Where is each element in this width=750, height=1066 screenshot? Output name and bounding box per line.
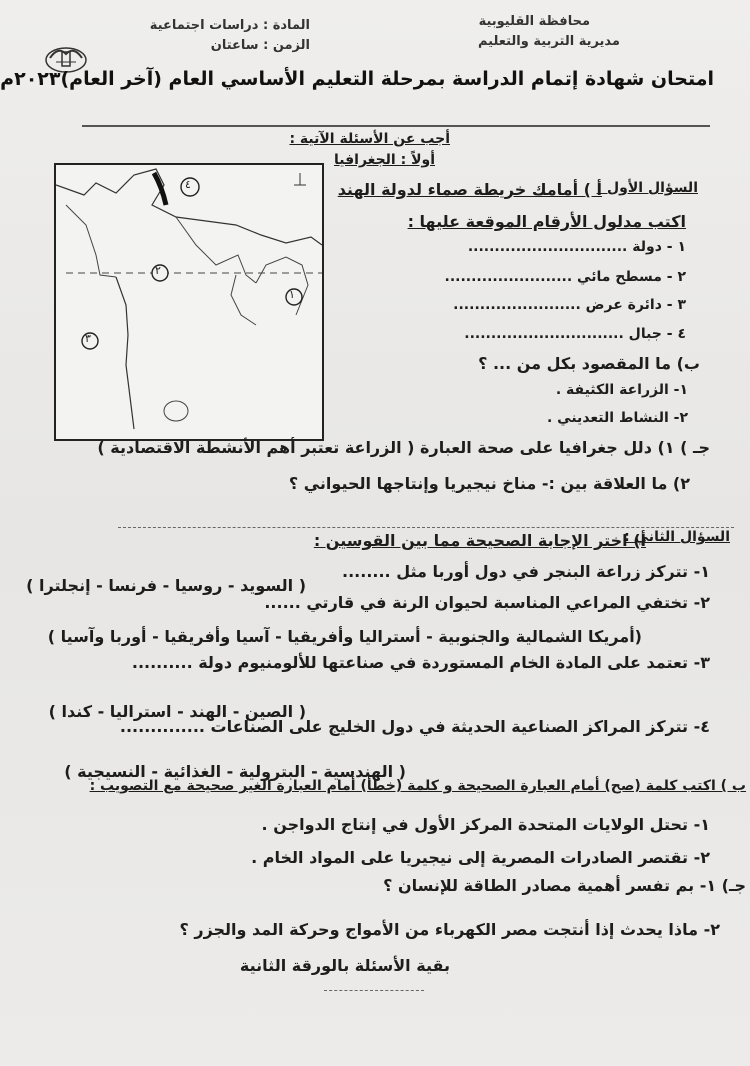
continued-note: بقية الأسئلة بالورقة الثانية	[239, 956, 450, 975]
directorate: مديرية التربية والتعليم	[477, 34, 620, 49]
q1-a-text: أ ) أمامك خريطة صماء لدولة الهند	[337, 180, 602, 199]
q1-b-item-2: ٢- النشاط التعديني .	[546, 410, 688, 426]
q1-item-3: ٣ - دائرة عرض ........................	[453, 297, 686, 313]
q1-c2: ٢) ما العلاقة بين :- مناخ نيجيريا وإنتاجها الحيواني ؟	[288, 474, 690, 493]
map-label-3: ٣	[85, 332, 91, 345]
header-divider	[82, 125, 710, 127]
q1-a-sub: اكتب مدلول الأرقام الموقعة عليها :	[407, 212, 686, 231]
india-blank-map	[54, 163, 324, 441]
q2-item-4: ٤- تتركز المراكز الصناعية الحديثة في دول الخليج على الصناعات ..............	[119, 717, 710, 736]
q2-item-3-options: ( الصين - الهند - استراليا - كندا )	[48, 702, 306, 721]
map-label-1: ١	[289, 288, 295, 301]
q2-label: السؤال الثاني :	[624, 529, 730, 545]
q1-item-4: ٤ - جبال ..............................	[464, 326, 686, 342]
q1-c1: جـ ) ١) دلل جغرافيا على صحة العبارة ( الزراعة تعتبر أهم الأنشطة الاقتصادية )	[97, 438, 710, 457]
q2-b-item-2: ٢- تقتصر الصادرات المصرية إلى نيجيريا على المواد الخام .	[251, 848, 710, 867]
q1-b-item-1: ١- الزراعة الكثيفة .	[555, 382, 688, 398]
q2-item-4-options: ( الهندسية - البترولية - الغذائية - النسيجية )	[64, 762, 406, 781]
q2-item-2-options: (أمريكا الشمالية والجنوبية - أستراليا وأفريقيا - آسيا وأفريقيا - أوربا وآسيا )	[47, 627, 642, 646]
q2-b-text: ب ) اكتب كلمة (صح) أمام العبارة الصحيحة و كلمة (خطأ) أمام العبارة الغير صحيحة مع التصويب :	[89, 778, 746, 794]
q2-c1: جـ) ١- بم تفسر أهمية مصادر الطاقة للإنسان ؟	[383, 876, 746, 895]
q2-item-1-options: ( السويد - روسيا - فرنسا - إنجلترا )	[26, 576, 306, 595]
governorate: محافظة القليوبية	[478, 14, 590, 29]
q2-b-item-1: ١- تحتل الولايات المتحدة المركز الأول في إنتاج الدواجن .	[261, 815, 710, 834]
map-label-2: ٢	[155, 264, 161, 277]
exam-title: امتحان شهادة إتمام الدراسة بمرحلة التعليم الأساسي العام (آخر العام)٢٠٢٣م	[0, 68, 714, 90]
q2-item-3: ٣- تعتمد على المادة الخام المستوردة في صناعتها للألومنيوم دولة ..........	[131, 653, 710, 672]
exam-time: الزمن : ساعتان	[210, 38, 310, 53]
q1-label: السؤال الأول :	[596, 180, 698, 196]
map-label-4: ٤	[185, 178, 191, 191]
q2-item-1: ١- تتركز زراعة البنجر في دول أوربا مثل ........	[342, 562, 710, 581]
subject: المادة : دراسات اجتماعية	[149, 18, 310, 33]
q1-item-1: ١ - دولة ..............................	[467, 239, 686, 255]
footer-divider	[324, 990, 424, 991]
q2-a-text: أ) اختر الإجابة الصحيحة مما بين القوسين :	[313, 531, 646, 550]
q1-b-text: ب) ما المقصود بكل من ... ؟	[478, 354, 700, 373]
q1-item-2: ٢ - مسطح مائي ........................	[444, 269, 686, 285]
map-drawing	[56, 165, 322, 439]
q2-item-2: ٢- تختفي المراعي المناسبة لحيوان الرنة في قارتي ......	[264, 593, 710, 612]
part-heading: أولاً : الجغرافيا	[334, 152, 435, 168]
q2-c2: ٢- ماذا يحدث إذا أنتجت مصر الكهرباء من الأمواج وحركة المد والجزر ؟	[179, 920, 720, 939]
section-divider	[118, 527, 734, 528]
instruction: أجب عن الأسئلة الآتية :	[289, 131, 450, 147]
